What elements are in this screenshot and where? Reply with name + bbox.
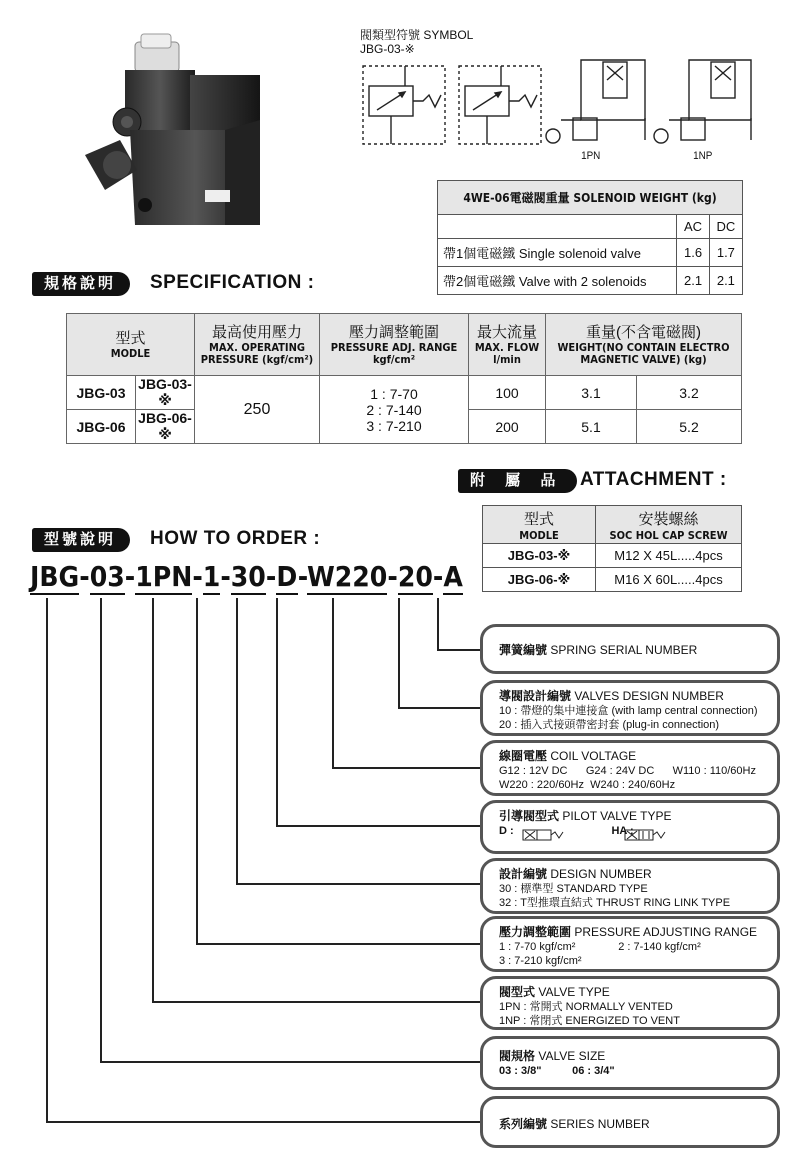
weight-col-ac: AC <box>677 215 709 239</box>
spec-header-flow: 最大流量 MAX. FLOW l/min <box>469 314 546 376</box>
attachment-title: ATTACHMENT : <box>580 469 727 490</box>
callout-coil-voltage: 線圈電壓 COIL VOLTAGE G12 : 12V DC G24 : 24V DC W110 : 110/60Hz W220 : 220/60Hz W240 : 240/60Hz <box>480 740 780 796</box>
spec-weight-2: 5.2 <box>637 410 742 444</box>
order-tag: 型號說明 <box>32 528 130 552</box>
symbol-title <box>360 28 473 56</box>
attachment-screw: M16 X 60L.....4pcs <box>596 568 742 592</box>
order-code: JBG-03-1PN-1-30-D-W220-20-A <box>30 560 463 593</box>
spec-title: SPECIFICATION : <box>150 272 315 293</box>
callout-series-number: 系列編號 SERIES NUMBER <box>480 1096 780 1148</box>
order-title: HOW TO ORDER : <box>150 528 321 549</box>
weight-dc: 2.1 <box>709 267 742 295</box>
attachment-table <box>482 505 742 592</box>
code-size: 03 <box>89 560 125 593</box>
spec-weight-1: 3.1 <box>546 376 637 410</box>
valve-product-image <box>75 30 275 240</box>
code-valves-design: 20 <box>397 560 433 593</box>
range-item: 1 : 7-70 <box>370 385 418 402</box>
pilot-d-symbol-icon <box>519 829 569 841</box>
pilot-ha-symbol-icon <box>621 829 671 841</box>
spec-model: JBG-03 <box>67 376 136 410</box>
symbol-label-1pn: 1PN <box>581 150 601 162</box>
code-spring: A <box>443 560 463 593</box>
spec-flow: 100 <box>469 376 546 410</box>
weight-table-title: 4WE-06電磁閥重量 SOLENOID WEIGHT (kg) <box>438 181 743 215</box>
callout-pressure-range: 壓力調整範圍 PRESSURE ADJUSTING RANGE 1 : 7-70 kgf/cm² 2 : 7-140 kgf/cm² 3 : 7-210 kgf/cm² <box>480 916 780 972</box>
weight-row-label: 帶2個電磁鐵 Valve with 2 solenoids <box>438 267 677 295</box>
range-item: 2 : 7-140 <box>366 401 422 418</box>
callout-valve-type: 閥型式 VALVE TYPE 1PN : 常開式 NORMALLY VENTED 1NP : 常閉式 ENERGIZED TO VENT <box>480 976 780 1030</box>
range-item: 3 : 7-210 <box>366 417 422 434</box>
spec-weight-2: 3.2 <box>637 376 742 410</box>
symbol-model: JBG-03-※ <box>360 42 415 56</box>
callout-valves-design: 導閥設計編號 VALVES DESIGN NUMBER 10 : 帶燈的集中連接盒 (with lamp central connection) 20 : 插入式接頭帶密封套 (plug-in connection) <box>480 680 780 736</box>
weight-dc: 1.7 <box>709 239 742 267</box>
hydraulic-symbols <box>355 58 755 158</box>
attachment-tag: 附 屬 品 <box>458 469 577 493</box>
spec-header-range: 壓力調整範圍 PRESSURE ADJ. RANGE kgf/cm² <box>320 314 469 376</box>
spec-variant: JBG-03-※ <box>136 376 195 410</box>
code-design: 30 <box>230 560 266 593</box>
spec-pressure: 250 <box>195 376 320 444</box>
callout-valve-size: 閥規格 VALVE SIZE 03 : 3/8" 06 : 3/4" <box>480 1036 780 1090</box>
code-valve-type: 1PN <box>135 560 193 593</box>
callout-design-number: 設計編號 DESIGN NUMBER 30 : 標準型 STANDARD TYPE 32 : T型推環直結式 THRUST RING LINK TYPE <box>480 858 780 914</box>
callout-pilot-valve: 引導閥型式 PILOT VALVE TYPE D : HA : <box>480 800 780 854</box>
attachment-header-model: 型式 MODLE <box>483 506 596 544</box>
spec-header-model: 型式 MODLE <box>67 314 195 376</box>
code-coil: W220 <box>306 560 388 593</box>
weight-ac: 2.1 <box>677 267 709 295</box>
spec-table <box>66 313 742 444</box>
spec-header-pressure: 最高使用壓力 MAX. OPERATING PRESSURE (kgf/cm²) <box>195 314 320 376</box>
spec-flow: 200 <box>469 410 546 444</box>
attachment-model: JBG-06-※ <box>483 568 596 592</box>
callout-spring: 彈簧編號 SPRING SERIAL NUMBER <box>480 624 780 674</box>
symbol-heading: 閥類型符號 SYMBOL <box>360 28 474 42</box>
weight-ac: 1.6 <box>677 239 709 267</box>
code-pilot: D <box>276 560 298 593</box>
spec-model: JBG-06 <box>67 410 136 444</box>
attachment-header-screw: 安裝螺絲 SOC HOL CAP SCREW <box>596 506 742 544</box>
spec-weight-1: 5.1 <box>546 410 637 444</box>
code-pressure-range: 1 <box>202 560 221 593</box>
spec-ranges <box>320 376 469 444</box>
spec-variant: JBG-06-※ <box>136 410 195 444</box>
attachment-screw: M12 X 45L.....4pcs <box>596 544 742 568</box>
spec-header-weight: 重量(不含電磁閥) WEIGHT(NO CONTAIN ELECTRO MAGNETIC VALVE) (kg) <box>546 314 742 376</box>
symbol-label-1np: 1NP <box>693 150 713 162</box>
code-series: JBG <box>30 560 80 593</box>
weight-col-dc: DC <box>709 215 742 239</box>
solenoid-weight-table <box>437 180 743 295</box>
attachment-model: JBG-03-※ <box>483 544 596 568</box>
weight-row-label: 帶1個電磁鐵 Single solenoid valve <box>438 239 677 267</box>
spec-tag: 規格說明 <box>32 272 130 296</box>
